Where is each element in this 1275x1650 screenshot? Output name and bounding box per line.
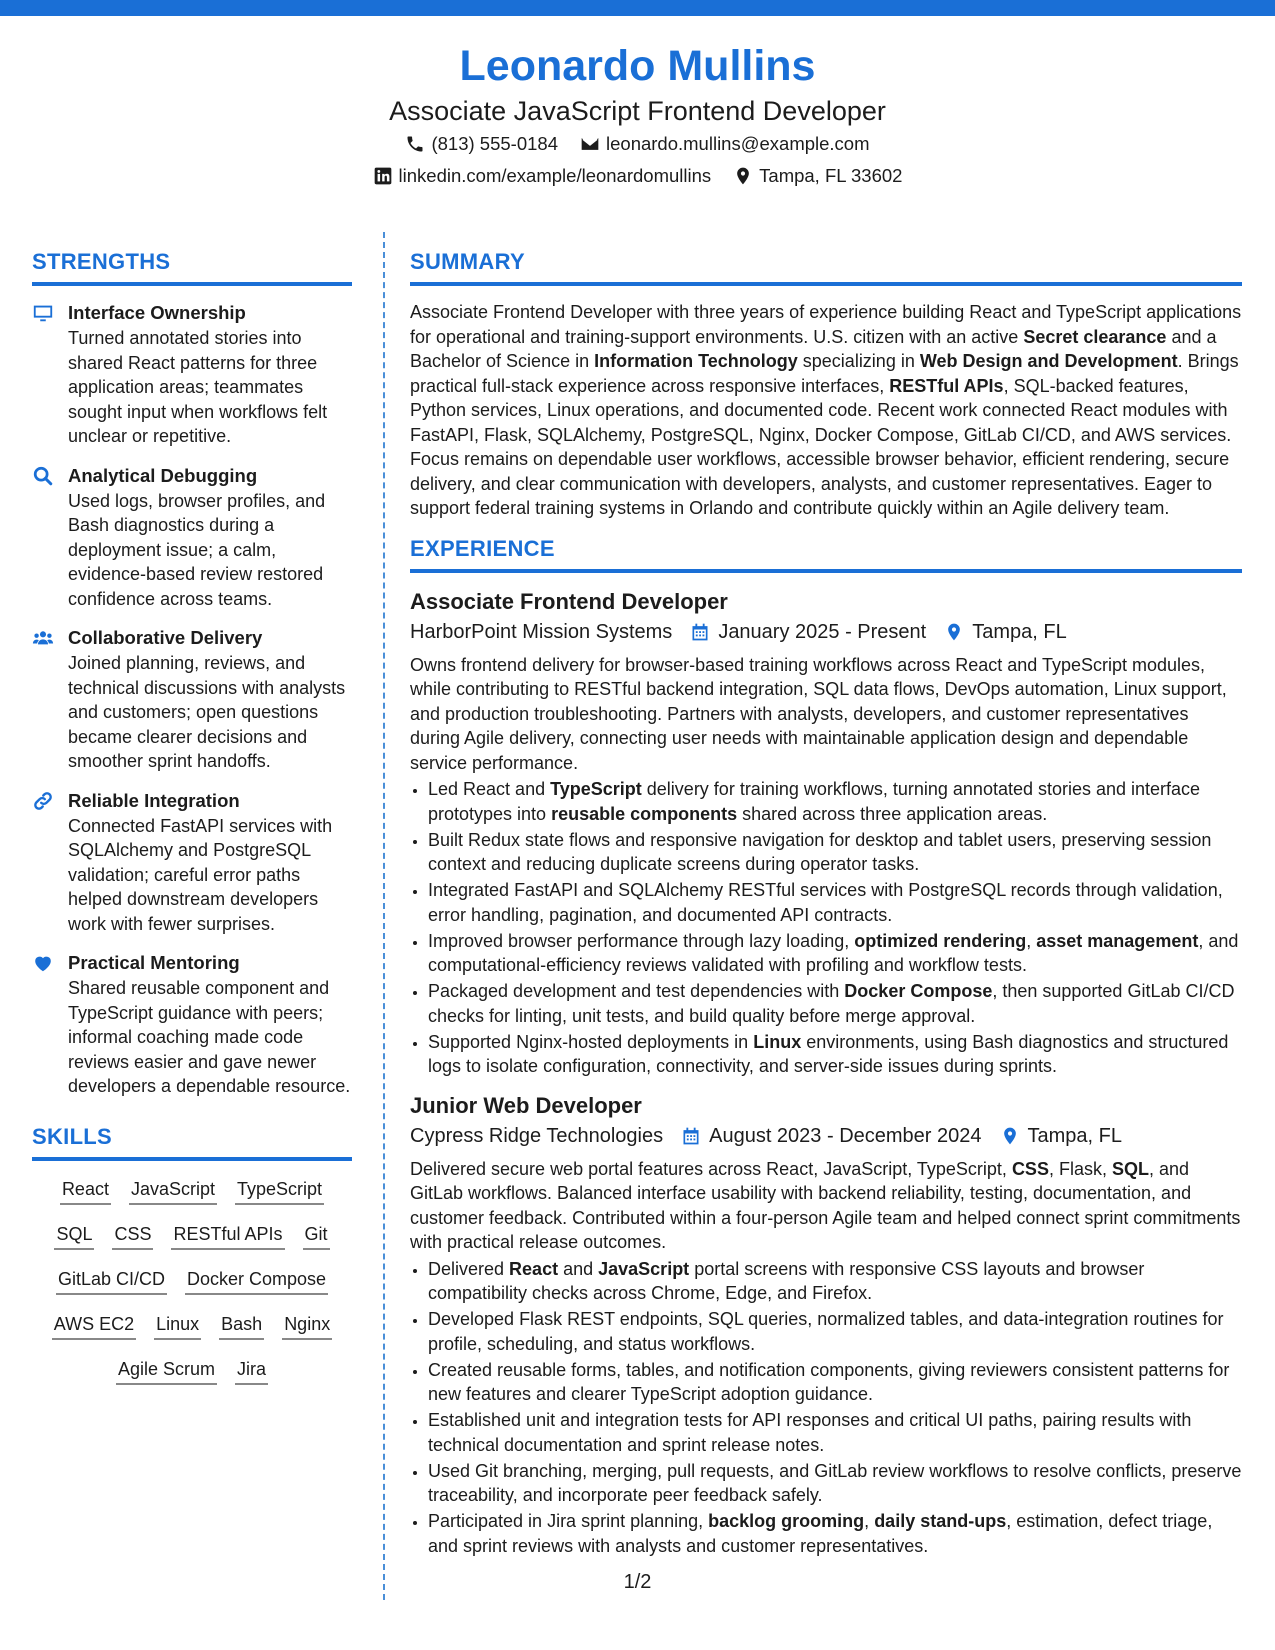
job-bullet: • Created reusable forms, tables, and notification components, giving reviewers consistent patterns for new features and clearer TypeScript adoption guidance. xyxy=(428,1358,1242,1407)
strength-body xyxy=(68,463,352,612)
map-pin-icon xyxy=(733,166,753,186)
job-dates: January 2025 - Present xyxy=(690,617,926,647)
summary-heading: SUMMARY xyxy=(410,248,1242,286)
map-pin-icon xyxy=(944,622,964,642)
strength-item xyxy=(32,625,352,774)
job-bullet: • Built Redux state flows and responsive navigation for desktop and tablet users, preserving session context and reducing duplicate screens during operator tasks. xyxy=(428,828,1242,877)
job-location: Tampa, FL xyxy=(1000,1121,1122,1151)
candidate-title: Associate JavaScript Frontend Developer xyxy=(389,96,886,126)
strength-body xyxy=(68,788,352,937)
job-meta xyxy=(410,1121,1242,1151)
job-entry xyxy=(410,1091,1242,1559)
main-content xyxy=(410,248,1242,1570)
strength-title: Reliable Integration xyxy=(68,789,240,811)
skills-list xyxy=(32,1175,352,1385)
strength-body xyxy=(68,300,352,449)
job-bullet: • Developed Flask REST endpoints, SQL queries, normalized tables, and data-integration routines for profile, scheduling, and status workflows. xyxy=(428,1307,1242,1356)
skill-tag: Docker Compose xyxy=(185,1267,328,1295)
job-title: Junior Web Developer xyxy=(410,1092,642,1118)
strengths-heading: STRENGTHS xyxy=(32,248,352,286)
skill-tag: RESTful APIs xyxy=(171,1222,284,1250)
skill-tag: Jira xyxy=(235,1357,268,1385)
job-description: Owns frontend delivery for browser-based training workflows across React and TypeScript modules, while contributing to RESTful backend integration, SQL data flows, DevOps automation, Linux support, and production troubleshooting. Partners with analysts, developers, and customer representatives during Agile delivery, connecting user needs with maintainable application design and dependable service performance. xyxy=(410,654,1227,773)
linkedin-text[interactable]: linkedin.com/example/leonardomullins xyxy=(398,165,712,186)
heart-icon xyxy=(32,950,56,1099)
strength-title: Analytical Debugging xyxy=(68,464,258,486)
strength-desc: Used logs, browser profiles, and Bash diagnostics during a deployment issue; a calm, evidence-based review restored confidence across teams. xyxy=(68,490,326,609)
phone-text: (813) 555-0184 xyxy=(431,133,558,154)
job-bullet: • Participated in Jira sprint planning, backlog grooming, daily stand-ups, estimation, defect triage, and sprint reviews with analysts and customer representatives. xyxy=(428,1509,1242,1558)
job-title: Associate Frontend Developer xyxy=(410,588,728,614)
skill-tag: GitLab CI/CD xyxy=(56,1267,167,1295)
strength-item xyxy=(32,300,352,449)
job-bullet: • Delivered React and JavaScript portal screens with responsive CSS layouts and browser compatibility checks across Chrome, Edge, and Firefox. xyxy=(428,1257,1242,1306)
job-bullet: • Led React and TypeScript delivery for training workflows, turning annotated stories and interface prototypes into reusable components shared across three application areas. xyxy=(428,777,1242,826)
strength-item xyxy=(32,463,352,612)
users-icon xyxy=(32,625,56,774)
company-name: HarborPoint Mission Systems xyxy=(410,620,673,643)
calendar-icon xyxy=(690,622,710,642)
job-bullets xyxy=(410,1257,1242,1559)
job-location: Tampa, FL xyxy=(944,617,1066,647)
skill-row xyxy=(32,1357,352,1385)
page-number: 1/2 xyxy=(623,1571,652,1593)
link-icon xyxy=(32,788,56,937)
skill-tag: CSS xyxy=(112,1222,153,1250)
strength-desc: Shared reusable component and TypeScript guidance with peers; informal coaching made code reviews easier and gave newer developers a dependable resource. xyxy=(68,978,351,1096)
company-name: Cypress Ridge Technologies xyxy=(410,1124,664,1147)
job-bullet: • Packaged development and test dependencies with Docker Compose, then supported GitLab CI/CD checks for linting, unit tests, and build quality before merge approval. xyxy=(428,979,1242,1028)
summary-text: Associate Frontend Developer with three years of experience building React and TypeScript applications for operational and training-support environments. U.S. citizen with an active Secret clearance and a Bachelor of Science in Information Technology specializing in Web Design and Development. Brings practical full-stack experience across responsive interfaces, RESTful APIs, SQL-backed features, Python services, Linux operations, and documented code. Recent work connected React modules with FastAPI, Flask, SQLAlchemy, PostgreSQL, Nginx, Docker Compose, GitLab CI/CD, and AWS services. Focus remains on dependable user workflows, accessible browser behavior, efficient rendering, secure delivery, and clear communication with developers, analysts, and customer representatives. Eager to support federal training systems in Orlando and contribute quickly within an Agile delivery team. xyxy=(410,302,1242,518)
skill-row xyxy=(32,1267,352,1295)
phone-contact xyxy=(405,128,558,160)
skill-row xyxy=(32,1222,352,1250)
experience-list xyxy=(410,587,1242,1559)
job-dates: August 2023 - December 2024 xyxy=(681,1121,981,1151)
skills-heading: SKILLS xyxy=(32,1123,352,1161)
email-text[interactable]: leonardo.mullins@example.com xyxy=(606,133,870,154)
skill-tag: JavaScript xyxy=(129,1177,217,1205)
skill-tag: Nginx xyxy=(282,1312,332,1340)
job-bullet: • Established unit and integration tests for API responses and critical UI paths, pairing results with technical documentation and sprint release notes. xyxy=(428,1408,1242,1457)
contact-line-2 xyxy=(0,160,1275,192)
strength-item xyxy=(32,788,352,937)
location-text: Tampa, FL 33602 xyxy=(759,165,903,186)
skill-tag: Bash xyxy=(219,1312,264,1340)
strength-desc: Turned annotated stories into shared React patterns for three application areas; teammates sought input when workflows felt unclear or repetitive. xyxy=(68,328,328,446)
job-bullets xyxy=(410,777,1242,1079)
resume-header xyxy=(0,40,1275,192)
job-bullet: • Used Git branching, merging, pull requests, and GitLab review workflows to resolve conflicts, preserve traceability, and incorporate peer feedback safely. xyxy=(428,1459,1242,1508)
contact-line-1 xyxy=(0,128,1275,160)
sidebar xyxy=(32,248,352,1402)
skill-tag: TypeScript xyxy=(235,1177,324,1205)
strength-title: Collaborative Delivery xyxy=(68,627,263,648)
job-entry xyxy=(410,587,1242,1079)
location-contact xyxy=(733,160,902,192)
job-description: Delivered secure web portal features across React, JavaScript, TypeScript, CSS, Flask, SQL, and GitLab workflows. Balanced interface usability with backend reliability, testing, documentation, and customer feedback. Contributed within a four-person Agile team and helped connect sprint commitments with practical release outcomes. xyxy=(410,1158,1241,1252)
linkedin-contact[interactable] xyxy=(373,160,712,192)
monitor-icon xyxy=(32,300,56,449)
linkedin-icon xyxy=(373,166,393,186)
skill-tag: React xyxy=(60,1177,111,1205)
skills-section xyxy=(32,1123,352,1385)
strength-desc: Joined planning, reviews, and technical discussions with analysts and customers; open questions became clearer decisions and smoother sprint handoffs. xyxy=(68,653,346,771)
strengths-list xyxy=(32,300,352,1099)
strength-desc: Connected FastAPI services with SQLAlchemy and PostgreSQL validation; careful error paths helped downstream developers work with fewer surprises. xyxy=(68,815,333,934)
calendar-icon xyxy=(681,1126,701,1146)
skill-row xyxy=(32,1312,352,1340)
job-meta xyxy=(410,617,1242,647)
skill-tag: SQL xyxy=(54,1222,94,1250)
column-divider xyxy=(383,232,385,1600)
candidate-name: Leonardo Mullins xyxy=(459,42,816,90)
email-contact[interactable] xyxy=(580,128,870,160)
skill-tag: Linux xyxy=(154,1312,201,1340)
job-bullet: • Improved browser performance through lazy loading, optimized rendering, asset management, and computational-efficiency reviews validated with profiling and workflow tests. xyxy=(428,929,1242,978)
top-accent-bar xyxy=(0,0,1275,16)
skill-tag: Agile Scrum xyxy=(116,1357,217,1385)
job-bullet: • Supported Nginx-hosted deployments in Linux environments, using Bash diagnostics and structured logs to isolate configuration, connectivity, and server-side issues during sprints. xyxy=(428,1030,1242,1079)
strength-item xyxy=(32,950,352,1099)
skill-tag: AWS EC2 xyxy=(52,1312,136,1340)
strength-body xyxy=(68,950,352,1099)
skill-tag: Git xyxy=(303,1222,330,1250)
phone-icon xyxy=(405,134,425,154)
map-pin-icon xyxy=(1000,1126,1020,1146)
job-bullet: • Integrated FastAPI and SQLAlchemy RESTful services with PostgreSQL records through validation, error handling, pagination, and documented API contracts. xyxy=(428,878,1242,927)
strength-title: Interface Ownership xyxy=(68,302,246,323)
search-icon xyxy=(32,463,56,612)
strength-title: Practical Mentoring xyxy=(68,952,240,973)
envelope-icon xyxy=(580,134,600,154)
experience-heading: EXPERIENCE xyxy=(410,535,1242,573)
skill-row xyxy=(32,1177,352,1205)
strength-body xyxy=(68,625,352,774)
